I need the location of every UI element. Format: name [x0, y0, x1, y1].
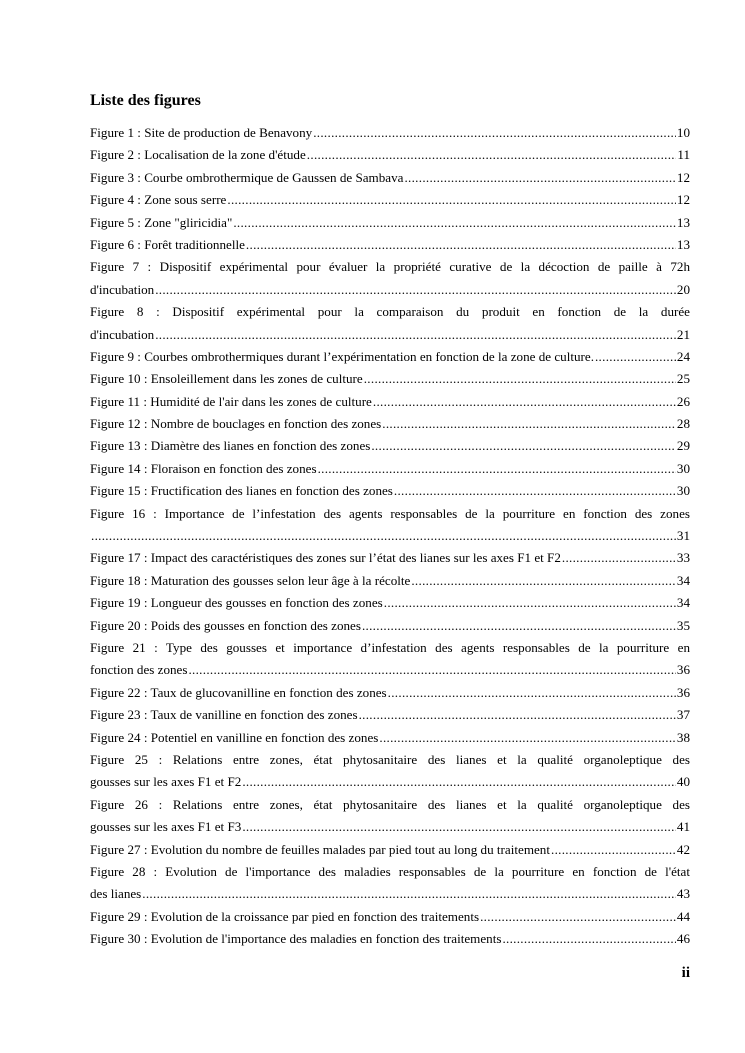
dot-leader — [480, 906, 676, 928]
figure-entry[interactable] — [90, 368, 690, 390]
figure-entry-title: gousses sur les axes F1 et F3 — [90, 819, 242, 835]
dot-leader — [307, 144, 677, 166]
dot-leader — [233, 212, 676, 234]
dot-leader — [411, 570, 676, 592]
figure-entry-title: fonction des zones — [90, 662, 188, 678]
figure-entry-page: 40 — [676, 774, 690, 790]
figure-entry-page: 12 — [676, 169, 690, 185]
figure-entry[interactable] — [90, 256, 690, 301]
dot-leader — [188, 659, 675, 681]
figure-entry-page: 43 — [676, 886, 690, 902]
figure-entry-title-line: Figure 16 : Importance de l’infestation des agents responsables de la pourriture en fonction des zones — [90, 505, 690, 521]
figure-entry-page: 21 — [676, 326, 690, 342]
dot-leader — [91, 525, 676, 547]
figure-entry[interactable] — [90, 682, 690, 704]
figure-entry-title-line: Figure 25 : Relations entre zones, état phytosanitaire des lianes et la qualité organoleptique des — [90, 751, 690, 767]
figure-entry-title: Figure 3 : Courbe ombrothermique de Gaussen de Sambava — [90, 169, 404, 185]
figure-entry-page: 46 — [676, 931, 690, 947]
figure-entry-title-line: Figure 7 : Dispositif expérimental pour évaluer la propriété curative de la décoction de paille à 72h — [90, 259, 690, 275]
figure-entry-title: d'incubation — [90, 326, 155, 342]
figure-entry-page: 38 — [676, 729, 690, 745]
figure-entry[interactable] — [90, 570, 690, 592]
figure-entry[interactable] — [90, 749, 690, 794]
figure-entry-title: Figure 2 : Localisation de la zone d'étude — [90, 147, 306, 163]
dot-leader — [373, 391, 676, 413]
dot-leader — [502, 928, 675, 950]
figure-entry[interactable] — [90, 592, 690, 614]
figure-entry[interactable] — [90, 861, 690, 906]
figure-entry-title: Figure 9 : Courbes ombrothermiques durant l’expérimentation en fonction de la zone de culture. — [90, 348, 594, 364]
dot-leader — [371, 435, 676, 457]
figure-entry-title: Figure 22 : Taux de glucovanilline en fonction des zones — [90, 684, 387, 700]
figure-entry-title: Figure 20 : Poids des gousses en fonction des zones — [90, 617, 361, 633]
figure-entry[interactable] — [90, 413, 690, 435]
figure-entry-page: 11 — [677, 147, 690, 163]
figure-entry-page: 24 — [676, 348, 690, 364]
figure-entry-title: Figure 14 : Floraison en fonction des zones — [90, 460, 317, 476]
figure-entry-title: Figure 29 : Evolution de la croissance par pied en fonction des traitements — [90, 908, 480, 924]
figure-entry-title: Figure 27 : Evolution du nombre de feuilles malades par pied tout au long du traitement — [90, 841, 550, 857]
dot-leader — [364, 368, 676, 390]
figure-entry-title: Figure 18 : Maturation des gousses selon leur âge à la récolte — [90, 572, 411, 588]
figure-entry[interactable] — [90, 794, 690, 839]
figure-entry-title: Figure 10 : Ensoleillement dans les zones de culture — [90, 371, 363, 387]
figure-entry-title: Figure 5 : Zone "gliricidia" — [90, 214, 233, 230]
dot-leader — [242, 771, 676, 793]
figure-entry[interactable] — [90, 189, 690, 211]
dot-leader — [382, 413, 676, 435]
dot-leader — [394, 480, 676, 502]
figure-entry[interactable] — [90, 346, 690, 368]
figure-entry-title: Figure 1 : Site de production de Benavony — [90, 125, 313, 140]
figure-entry-page: 12 — [676, 192, 690, 208]
dot-leader — [388, 682, 676, 704]
figure-entry-title: Figure 12 : Nombre de bouclages en fonction des zones — [90, 416, 382, 432]
page-title: Liste des figures — [90, 92, 201, 109]
figure-entry-page: 42 — [676, 841, 690, 857]
figure-entry-page: 29 — [676, 438, 690, 454]
figure-entry-page: 35 — [676, 617, 690, 633]
figure-entry[interactable] — [90, 391, 690, 413]
figure-entry-title: Figure 13 : Diamètre des lianes en fonction des zones — [90, 438, 371, 454]
figure-entry-title-line: Figure 8 : Dispositif expérimental pour la comparaison du produit en fonction de la durée — [90, 304, 690, 320]
figure-entry-page: 13 — [676, 236, 690, 252]
figure-entry-title: gousses sur les axes F1 et F2 — [90, 774, 242, 790]
dot-leader — [142, 883, 676, 905]
figure-entry-title: Figure 19 : Longueur des gousses en fonction des zones — [90, 595, 383, 611]
dot-leader — [551, 839, 676, 861]
figure-entry-page: 20 — [676, 281, 690, 297]
figure-entry[interactable] — [90, 212, 690, 234]
figure-entry-title: Figure 15 : Fructification des lianes en fonction des zones — [90, 483, 393, 499]
figure-entry-title: Figure 24 : Potentiel en vanilline en fonction des zones — [90, 729, 379, 745]
figure-entry-page: 28 — [676, 416, 690, 432]
dot-leader — [562, 547, 676, 569]
dot-leader — [359, 704, 676, 726]
dot-leader — [379, 727, 676, 749]
figure-entry[interactable] — [90, 727, 690, 749]
figure-entry[interactable] — [90, 435, 690, 457]
figure-entry-page: 25 — [676, 371, 690, 387]
figure-entry-title-line: Figure 21 : Type des gousses et importance d’infestation des agents responsables de la pourriture en — [90, 639, 690, 655]
figure-entry-page: 30 — [676, 483, 690, 499]
figure-entry-page: 26 — [676, 393, 690, 409]
figure-entry-title: Figure 17 : Impact des caractéristiques des zones sur l’état des lianes sur les axes F1 et F2 — [90, 550, 561, 566]
figure-entry-page: 44 — [676, 908, 690, 924]
figure-entry[interactable] — [90, 301, 690, 346]
dot-leader — [155, 324, 676, 346]
figure-entry-page: 37 — [676, 707, 690, 723]
figure-entry[interactable] — [90, 144, 690, 166]
figure-entry-title: Figure 11 : Humidité de l'air dans les zones de culture — [90, 393, 372, 409]
dot-leader — [242, 816, 676, 838]
figure-entry-page: 36 — [676, 662, 690, 678]
dot-leader — [246, 234, 676, 256]
figure-entry-title: Figure 23 : Taux de vanilline en fonction des zones — [90, 707, 358, 723]
figure-entry[interactable] — [90, 458, 690, 480]
figure-entry[interactable] — [90, 167, 690, 189]
figure-entry[interactable] — [90, 480, 690, 502]
dot-leader — [384, 592, 676, 614]
figure-entry[interactable] — [90, 839, 690, 861]
figure-entry-page: 30 — [676, 460, 690, 476]
figure-entry[interactable] — [90, 928, 690, 950]
dot-leader — [595, 346, 676, 368]
figure-entry[interactable] — [90, 547, 690, 569]
figure-entry-page: 33 — [676, 550, 690, 566]
figure-entry-page: 31 — [676, 528, 690, 544]
figure-entry-title: des lianes — [90, 886, 142, 902]
dot-leader — [313, 122, 676, 144]
figure-entry[interactable] — [90, 615, 690, 637]
figure-entry-page: 34 — [676, 595, 690, 611]
figure-entry-page: 13 — [676, 214, 690, 230]
figure-entry[interactable] — [90, 906, 690, 928]
dot-leader — [155, 279, 676, 301]
dot-leader — [362, 615, 676, 637]
figure-entry-title: d'incubation — [90, 281, 155, 297]
figure-entry-title-line: Figure 26 : Relations entre zones, état phytosanitaire des lianes et la qualité organoleptique des — [90, 796, 690, 812]
figure-entry[interactable] — [90, 234, 690, 256]
figure-entry-page: 36 — [676, 684, 690, 700]
dot-leader — [227, 189, 676, 211]
figure-entry[interactable] — [90, 637, 690, 682]
page-number: ii — [681, 965, 690, 981]
dot-leader — [404, 167, 675, 189]
figure-entry-title: Figure 6 : Forêt traditionnelle — [90, 236, 245, 252]
dot-leader — [318, 458, 676, 480]
figure-list — [90, 122, 690, 950]
figure-entry-page: 41 — [676, 819, 690, 835]
figure-entry[interactable] — [90, 704, 690, 726]
figure-entry[interactable] — [90, 122, 690, 144]
figure-entry-title: Figure 4 : Zone sous serre — [90, 192, 227, 208]
figure-entry[interactable] — [90, 503, 690, 548]
figure-entry-page: 10 — [676, 125, 690, 140]
figure-entry-page: 34 — [676, 572, 690, 588]
figure-entry-title: Figure 30 : Evolution de l'importance des maladies en fonction des traitements — [90, 931, 502, 947]
figure-entry-title-line: Figure 28 : Evolution de l'importance des maladies responsables de la pourriture en fonction de l'état — [90, 863, 690, 879]
